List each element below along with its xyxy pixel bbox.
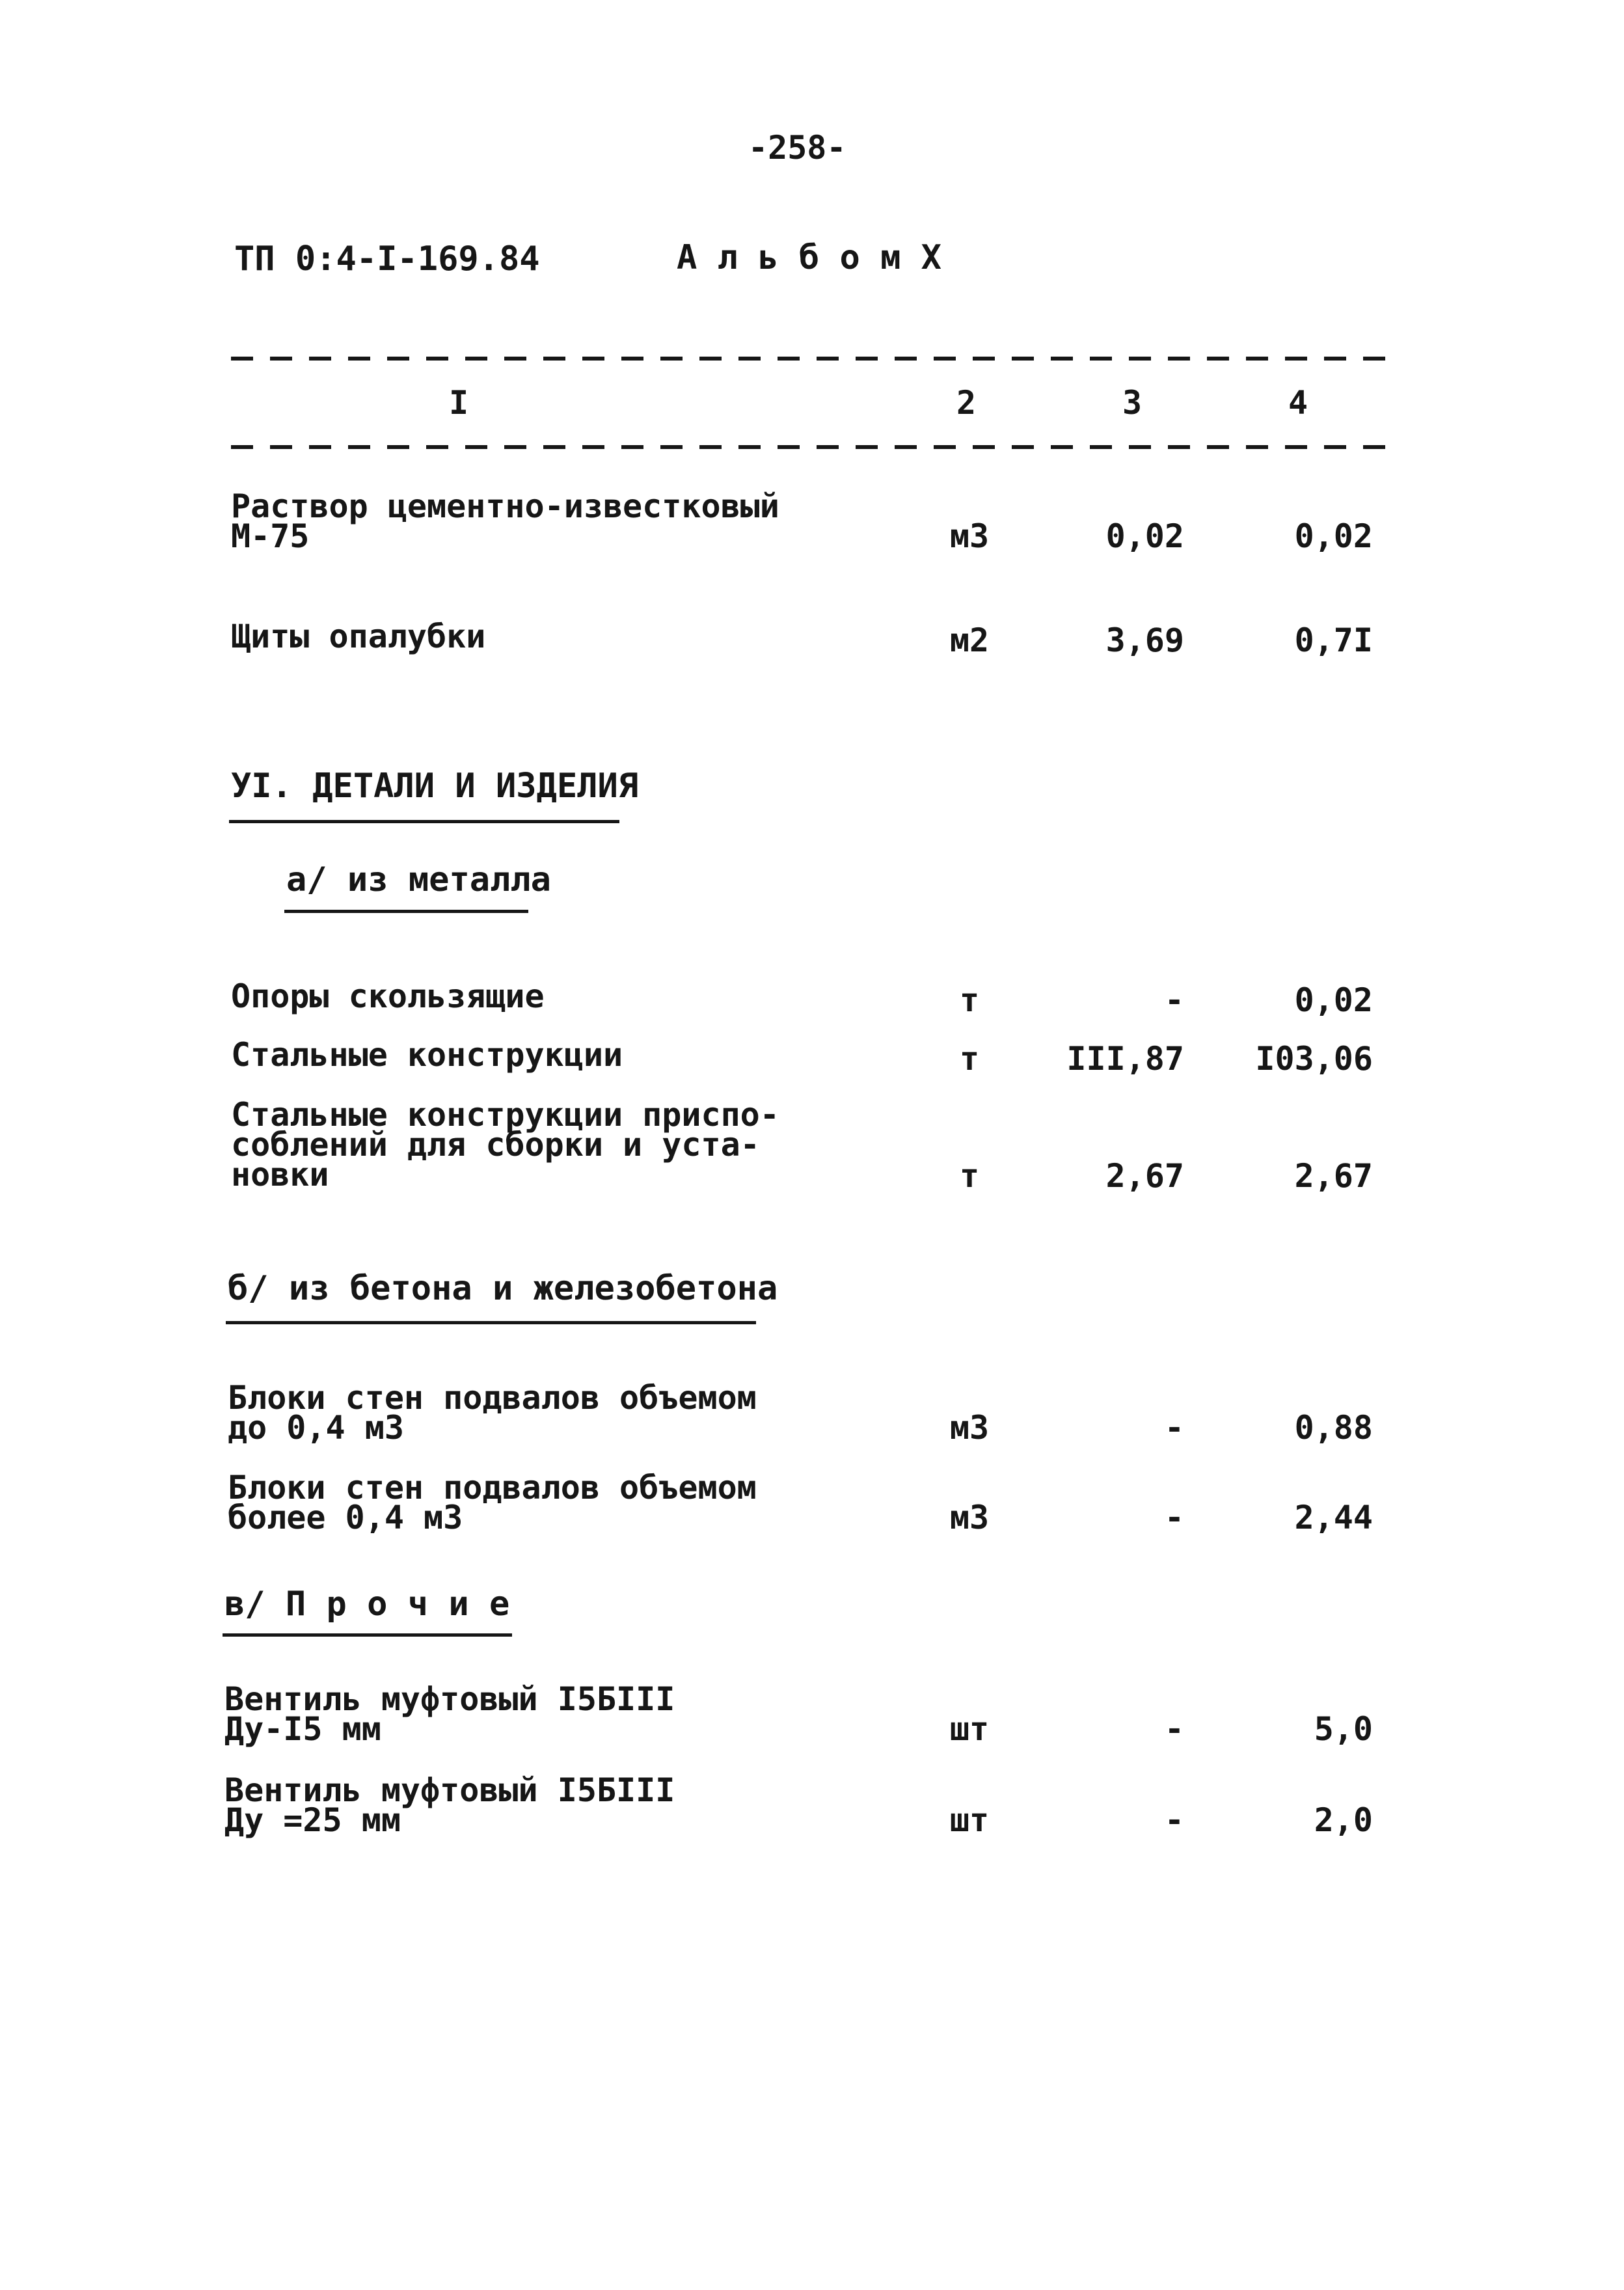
row-value-col3: III,87 [1066, 1040, 1184, 1078]
row-value-col3: 2,67 [1105, 1157, 1184, 1195]
row-text-line: Ду =25 мм [224, 1801, 401, 1839]
row-text-line: Стальные конструкции приспо- [231, 1096, 779, 1134]
row-unit: т [959, 1040, 980, 1078]
row-text-line: Щиты опалубки [231, 618, 486, 655]
subsection-title-metal: а/ из металла [286, 860, 551, 899]
row-unit: м3 [949, 1499, 990, 1536]
subsection-underline [284, 910, 528, 913]
row-unit: шт [949, 1710, 990, 1748]
column-header-4: 4 [1288, 384, 1308, 422]
row-value-col3: - [1164, 1710, 1184, 1748]
table-row-label [231, 487, 779, 555]
table-row-label [228, 1469, 757, 1536]
row-value-col3: 0,02 [1105, 517, 1184, 555]
row-text-line: Опоры скользящие [231, 977, 545, 1015]
document-code: ТП 0:4-I-169.84 [234, 239, 540, 279]
table-row-label [224, 1680, 675, 1748]
column-header-1: I [449, 384, 469, 422]
page-number: -258- [748, 129, 846, 167]
row-unit: т [959, 981, 980, 1019]
row-unit: т [959, 1157, 980, 1195]
row-text-line: Блоки стен подвалов объемом [228, 1379, 757, 1417]
row-unit: м3 [949, 1409, 990, 1447]
subsection-underline [226, 1321, 756, 1324]
table-row-label [224, 1771, 675, 1839]
row-unit: м2 [949, 621, 990, 659]
row-text-line: новки [231, 1156, 329, 1193]
row-text-line: Вентиль муфтовый I5БIII [224, 1680, 675, 1718]
row-text-line: до 0,4 м3 [228, 1409, 404, 1447]
subsection-title-other: в/ П р о ч и е [224, 1585, 510, 1624]
table-row-label [231, 1036, 623, 1074]
row-value-col4: I03,06 [1255, 1040, 1373, 1078]
album-label: А л ь б о м Х [677, 238, 941, 277]
row-value-col3: - [1164, 981, 1184, 1019]
table-row-label [231, 618, 486, 655]
row-text-line: Стальные конструкции [231, 1036, 623, 1074]
row-text-line: более 0,4 м3 [228, 1499, 463, 1536]
table-row-label [228, 1379, 757, 1447]
column-header-3: 3 [1122, 384, 1143, 422]
row-value-col4: 0,02 [1294, 517, 1373, 555]
row-unit: шт [949, 1801, 990, 1839]
row-value-col3: - [1164, 1409, 1184, 1447]
row-value-col4: 0,02 [1294, 981, 1373, 1019]
table-header-rule [231, 445, 1389, 449]
section-title-underline [229, 820, 619, 823]
row-text-line: Раствор цементно-известковый [231, 487, 779, 525]
subsection-underline [223, 1633, 512, 1637]
section-title: УI. ДЕТАЛИ И ИЗДЕЛИЯ [231, 767, 639, 806]
row-value-col4: 2,67 [1294, 1157, 1373, 1195]
row-value-col4: 0,88 [1294, 1409, 1373, 1447]
row-value-col4: 2,44 [1294, 1499, 1373, 1536]
row-text-line: Блоки стен подвалов объемом [228, 1469, 757, 1506]
table-top-rule [231, 357, 1389, 361]
column-header-2: 2 [956, 384, 977, 422]
row-text-line: М-75 [231, 517, 310, 555]
row-text-line: соблений для сборки и уста- [231, 1126, 760, 1164]
subsection-title-concrete: б/ из бетона и железобетона [228, 1269, 778, 1308]
table-row-label [231, 1096, 779, 1193]
row-text-line: Ду-I5 мм [224, 1710, 381, 1748]
row-value-col4: 0,7I [1294, 621, 1373, 659]
row-value-col4: 2,0 [1314, 1801, 1373, 1839]
row-value-col4: 5,0 [1314, 1710, 1373, 1748]
row-text-line: Вентиль муфтовый I5БIII [224, 1771, 675, 1809]
row-value-col3: 3,69 [1105, 621, 1184, 659]
table-row-label [231, 977, 545, 1015]
row-value-col3: - [1164, 1499, 1184, 1536]
row-unit: м3 [949, 517, 990, 555]
row-value-col3: - [1164, 1801, 1184, 1839]
